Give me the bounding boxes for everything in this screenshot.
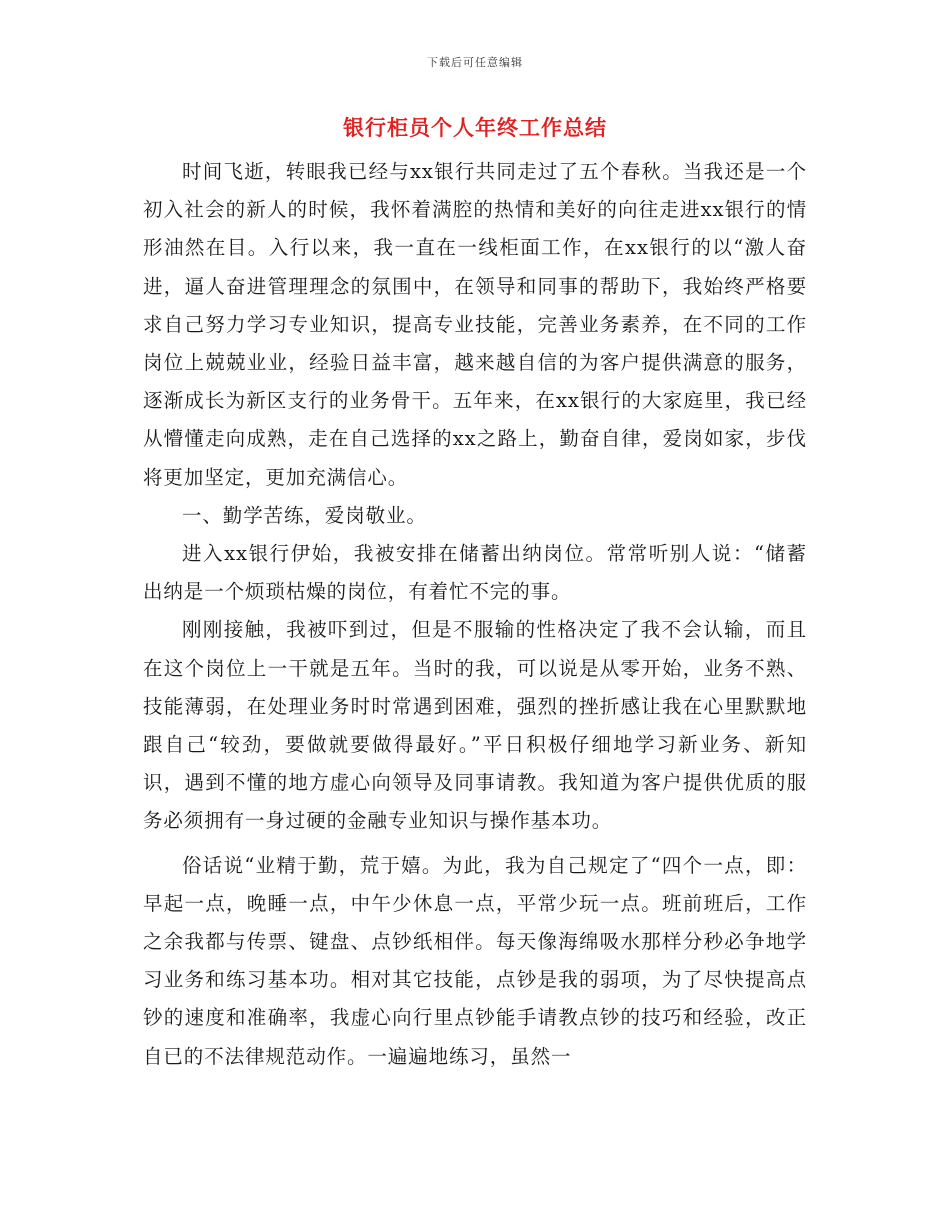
paragraph: 刚刚接触，我被吓到过，但是不服输的性格决定了我不会认输，而且在这个岗位上一干就是五年。当时的我，可以说是从零开始，业务不熟、技能薄弱，在处理业务时时常遇到困难，强烈的挫折感让我在心里默默地跟自己“较劲，要做就要做得最好。”平日积极仔细地学习新业务、新知识，遇到不懂的地方虚心向领导及同事请教。我知道为客户提供优质的服务必须拥有一身过硬的金融专业知识与操作基本功。 [143, 618, 807, 833]
document-title: 银行柜员个人年终工作总结 [343, 116, 607, 140]
paragraph: 进入xx银行伊始，我被安排在储蓄出纳岗位。常常听别人说：“储蓄出纳是一个烦琐枯燥的岗位，有着忙不完的事。 [143, 542, 807, 604]
document-body [143, 153, 807, 1076]
section-heading: 一、勤学苦练，爱岗敬业。 [182, 503, 427, 527]
header-note: 下载后可任意编辑 [427, 56, 523, 69]
paragraph: 俗话说“业精于勤，荒于嬉。为此，我为自己规定了“四个一点，即：早起一点，晚睡一点，中午少休息一点，平常少玩一点。班前班后，工作之余我都与传票、键盘、点钞纸相伴。每天像海绵吸水那样分秒必争地学习业务和练习基本功。相对其它技能，点钞是我的弱项，为了尽快提高点钞的速度和准确率，我虚心向行里点钞能手请教点钞的技巧和经验，改正自已的不法律规范动作。一遍遍地练习，虽然一 [143, 853, 807, 1068]
paragraph: 时间飞逝，转眼我已经与xx银行共同走过了五个春秋。当我还是一个初入社会的新人的时候，我怀着满腔的热情和美好的向往走进xx银行的情形油然在目。入行以来，我一直在一线柜面工作，在xx银行的以“激人奋进，逼人奋进管理理念的氛围中，在领导和同事的帮助下，我始终严格要求自己努力学习专业知识，提高专业技能，完善业务素养，在不同的工作岗位上兢兢业业，经验日益丰富，越来越自信的为客户提供满意的服务，逐渐成长为新区支行的业务骨干。五年来，在xx银行的大家庭里，我已经从懵懂走向成熟，走在自己选择的xx之路上，勤奋自律，爱岗如家，步伐将更加坚定，更加充满信心。 [143, 160, 807, 489]
